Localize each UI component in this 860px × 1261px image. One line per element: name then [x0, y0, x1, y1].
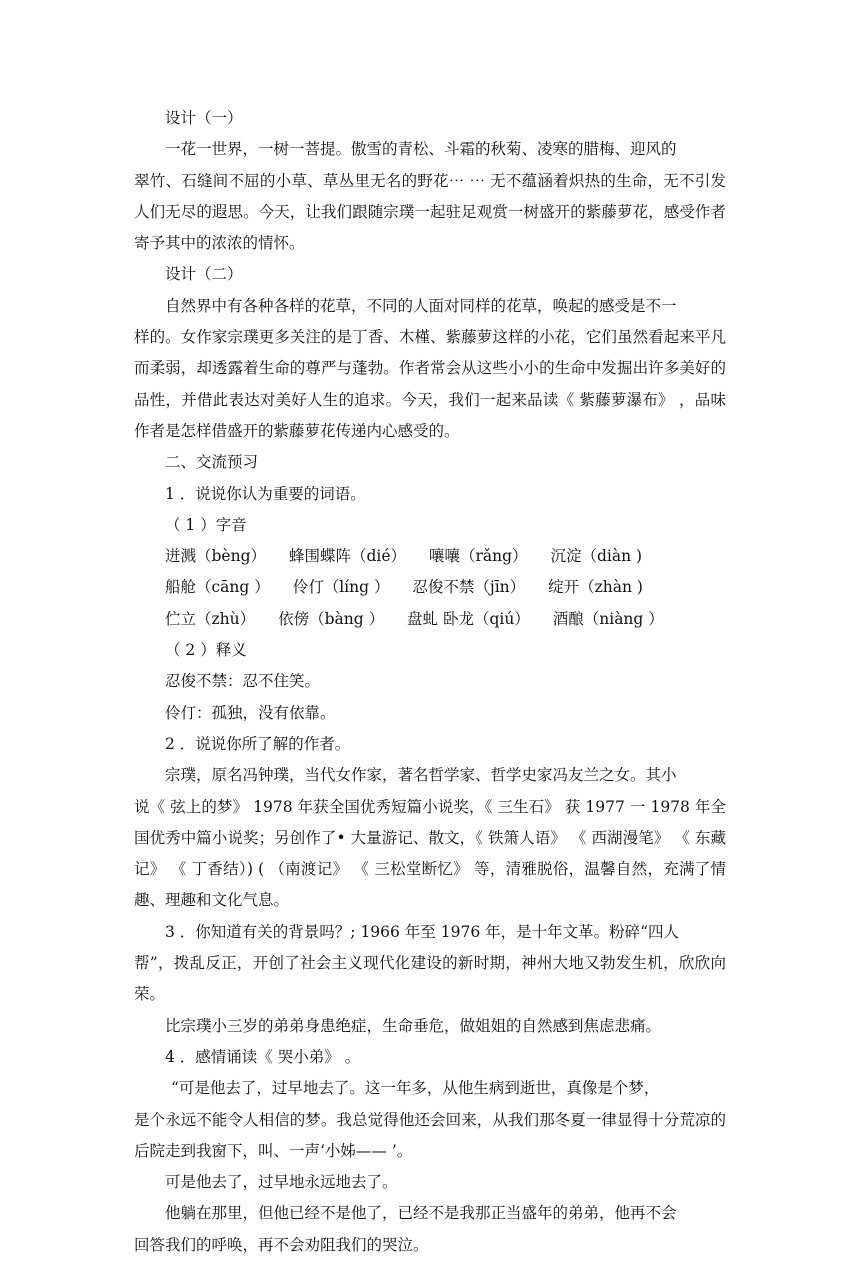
pinyin-item: 伫立（zhù） [165, 609, 256, 628]
design1-heading: 设计（一） [165, 109, 243, 127]
author-paragraph-rest: 说《 弦上的梦》 1978 年获全国优秀短篇小说奖，《 三生石》 获 1977 一 1978 年全国优秀中篇小说奖；另创作了• 大量游记、散文，《 铁箫人语》 《 西湖漫笔》 《 东藏记》 《 丁香结）) ( （南渡记》 《 三松堂断忆》 等，清雅脱俗，温馨自然，充满了情趣、理趣和文化气息。 [134, 797, 726, 910]
pinyin-item: 绽开（zhàn ) [548, 578, 643, 597]
definition-1: 忍俊不禁：忍不住笑。 [165, 672, 321, 691]
pinyin-item: 迸溅（bèng） [165, 547, 267, 566]
author-paragraph-first-line: 宗璞，原名冯钟璞，当代女作家，著名哲学家、哲学史家冯友兰之女。其小 [165, 766, 677, 785]
brother-paragraph: 比宗璞小三岁的弟弟身患绝症，生命垂危，做姐姐的自然感到焦虑悲痛。 [165, 1016, 662, 1035]
design1-paragraph-rest: 翠竹、石缝间不屈的小草、草丛里无名的野花⋯ ⋯ 无不蕴涵着炽热的生命，无不引发人们无尽的遐思。今天，让我们跟随宗璞一起驻足观赏一树盛开的紫藤萝花，感受作者寄予其中的浓浓的情怀。 [134, 171, 726, 253]
lying-paragraph-rest: 回答我们的呼唤，再不会劝阻我们的哭泣。 [134, 1235, 429, 1254]
definition-2: 伶仃：孤独，没有依靠。 [165, 703, 336, 722]
gone-paragraph: 可是他去了，过早地永远地去了。 [165, 1173, 398, 1192]
lying-paragraph-first-line: 他躺在那里，但他已经不是他了，已经不是我那正当盛年的弟弟，他再不会 [165, 1204, 677, 1223]
design2-heading: 设计（二） [165, 265, 243, 284]
question-1: 1 ．说说你认为重要的词语。 [165, 484, 366, 503]
pinyin-row-3 [165, 604, 726, 635]
question-3-first-line: 3 ．你知道有关的背景吗？; 1966 年至 1976 年，是十年文革。粉碎“四人 [165, 922, 680, 941]
question-2: 2 ．说说你所了解的作者。 [165, 734, 351, 753]
pinyin-item: 依傍（bàng ） [278, 609, 385, 628]
section2-heading: 二、交流预习 [165, 453, 259, 472]
design1-paragraph-first-line: 一花一世界，一树一菩提。傲雪的青松、斗霜的秋菊、凌寒的腊梅、迎风的 [165, 140, 677, 159]
pinyin-item: 忍俊不禁（jīn） [412, 578, 526, 597]
pinyin-item: 船舱（cāng ） [165, 578, 270, 597]
subsection-definitions: （ 2 ）释义 [165, 641, 247, 660]
pinyin-row-1 [165, 541, 726, 572]
question-3-rest: 帮”，拨乱反正，开创了社会主义现代化建设的新时期，神州大地又勃发生机，欣欣向荣。 [134, 954, 726, 1004]
design2-paragraph-first-line: 自然界中有各种各样的花草，不同的人面对同样的花草，唤起的感受是不一 [165, 296, 677, 315]
quote-first-line: “可是他去了，过早地去了。这一年多，从他生病到逝世，真像是个梦， [171, 1079, 660, 1098]
pinyin-item: 伶仃（líng ） [292, 578, 390, 597]
pinyin-item: 沉淀（diàn ) [550, 547, 643, 566]
pinyin-item: 嚷嚷（rǎng） [428, 547, 528, 566]
quote-rest: 是个永远不能令人相信的梦。我总觉得他还会回来，从我们那冬夏一律显得十分荒凉的后院走到我窗下，叫、一声‘小姊—— ’。 [134, 1110, 726, 1160]
pinyin-item: 蜂围蝶阵（dié） [288, 547, 407, 566]
subsection-pronunciation: （ 1 ）字音 [165, 515, 247, 534]
design2-paragraph-rest: 样的。女作家宗璞更多关注的是丁香、木槿、紫藤萝这样的小花，它们虽然看起来平凡而柔弱，却透露着生命的尊严与蓬勃。作者常会从这些小小的生命中发掘出许多美好的品性，并借此表达对美好人生的追求。今天，我们一起来品读《 紫藤萝瀑布》 ，品味作者是怎样借盛开的紫藤萝花传递内心感受的。 [134, 328, 726, 440]
pinyin-item: 盘虬 卧龙（qiú） [407, 609, 530, 628]
pinyin-item: 酒酿（niàng ） [552, 609, 664, 628]
pinyin-row-2 [165, 572, 726, 603]
question-4: 4 ．感情诵读《 哭小弟》 。 [165, 1047, 361, 1066]
